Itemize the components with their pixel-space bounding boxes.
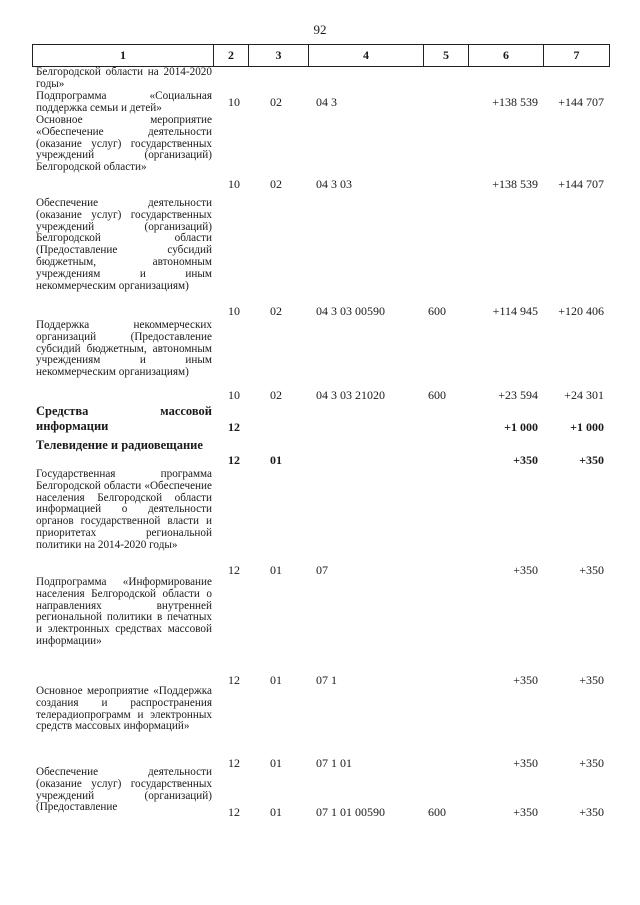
row-subsection: 02 xyxy=(270,388,282,402)
header-col-1: 1 xyxy=(120,48,126,62)
header-col-6: 6 xyxy=(468,45,543,66)
row-amount-2: +350 xyxy=(579,563,604,577)
row-name: Телевидение и радиовещание xyxy=(36,438,203,452)
header-col-4: 4 xyxy=(308,45,423,66)
table-row xyxy=(32,198,610,320)
row-amount-2: +120 406 xyxy=(558,304,604,318)
row-amount-1: +350 xyxy=(513,453,538,467)
row-name: Обеспечение деятельности (оказание услуг) государственных учреждений (организаций) (Предоставление xyxy=(36,766,212,814)
table-row xyxy=(32,67,610,91)
row-name: Основное мероприятие «Обеспечение деятельности (оказание услуг) государственных учреждений (организаций) Белгородской области» xyxy=(36,114,212,174)
row-name: Белгородской области на 2014-2020 годы» xyxy=(36,66,212,90)
row-name: Средства массовой информации xyxy=(36,404,212,433)
table-header xyxy=(32,44,610,67)
row-amount-2: +144 707 xyxy=(558,177,604,191)
header-col-7: 7 xyxy=(543,45,609,66)
row-target-code: 04 3 03 21020 xyxy=(316,388,385,402)
table-row xyxy=(32,469,610,577)
row-subsection: 01 xyxy=(270,673,282,687)
row-name: Подпрограмма «Информирование населения Белгородской области о направлениях внутренней региональной политики в печатных и электронных средствах массовой информации» xyxy=(36,576,212,647)
table-row xyxy=(32,91,610,115)
row-amount-2: +350 xyxy=(579,673,604,687)
row-subsection: 01 xyxy=(270,756,282,770)
row-name: Подпрограмма «Социальная поддержка семьи и детей» xyxy=(36,90,212,114)
row-expense-type: 600 xyxy=(428,805,446,819)
row-target-code: 07 1 01 00590 xyxy=(316,805,385,819)
header-col-5: 5 xyxy=(423,45,468,66)
row-target-code: 04 3 03 xyxy=(316,177,352,191)
row-name: Основное мероприятие «Поддержка создания и распространения телерадиопрограмм и электронных средств массовых информаций» xyxy=(36,685,212,733)
row-section: 10 xyxy=(228,388,240,402)
row-subsection: 01 xyxy=(270,805,282,819)
table-row xyxy=(32,115,610,198)
row-section: 12 xyxy=(228,805,240,819)
row-subsection: 02 xyxy=(270,95,282,109)
row-target-code: 04 3 xyxy=(316,95,337,109)
header-col-3: 3 xyxy=(248,45,308,66)
row-amount-1: +138 539 xyxy=(492,95,538,109)
table-row xyxy=(32,767,610,827)
row-amount-2: +1 000 xyxy=(570,420,604,434)
row-section: 10 xyxy=(228,95,240,109)
row-section: 12 xyxy=(228,673,240,687)
row-amount-1: +1 000 xyxy=(504,420,538,434)
row-section: 12 xyxy=(228,563,240,577)
table-row xyxy=(32,404,610,438)
row-name: Государственная программа Белгородской области «Обеспечение населения Белгородской области информацией о деятельности органов государственной власти и приоритетах региональной политики на 2014-2020 годы» xyxy=(36,468,212,551)
row-subsection: 02 xyxy=(270,177,282,191)
row-amount-2: +350 xyxy=(579,805,604,819)
row-expense-type: 600 xyxy=(428,388,446,402)
row-amount-1: +138 539 xyxy=(492,177,538,191)
row-name: Поддержка некоммерческих организаций (Предоставление субсидий бюджетным, автономным учреждениям и иным некоммерческим организациям) xyxy=(36,319,212,379)
row-amount-2: +24 301 xyxy=(564,388,604,402)
row-amount-1: +114 945 xyxy=(492,304,538,318)
row-subsection: 01 xyxy=(270,453,282,467)
table-row xyxy=(32,577,610,686)
row-target-code: 07 xyxy=(316,563,328,577)
row-amount-1: +350 xyxy=(513,805,538,819)
row-subsection: 01 xyxy=(270,563,282,577)
table-row xyxy=(32,438,610,469)
table-row xyxy=(32,320,610,404)
row-amount-1: +350 xyxy=(513,756,538,770)
row-name: Обеспечение деятельности (оказание услуг) государственных учреждений (организаций) Белгородской области (Предоставление субсидий бюджетным, автономным учреждениям и иным некоммерческим организациям) xyxy=(36,197,212,292)
row-amount-2: +350 xyxy=(579,453,604,467)
row-section: 12 xyxy=(228,453,240,467)
row-section: 12 xyxy=(228,756,240,770)
row-target-code: 04 3 03 00590 xyxy=(316,304,385,318)
row-expense-type: 600 xyxy=(428,304,446,318)
row-amount-1: +350 xyxy=(513,673,538,687)
header-col-2: 2 xyxy=(213,45,248,66)
row-target-code: 07 1 xyxy=(316,673,337,687)
row-amount-1: +23 594 xyxy=(498,388,538,402)
row-amount-2: +144 707 xyxy=(558,95,604,109)
row-target-code: 07 1 01 xyxy=(316,756,352,770)
row-amount-2: +350 xyxy=(579,756,604,770)
row-subsection: 02 xyxy=(270,304,282,318)
page-number: 92 xyxy=(313,22,327,37)
row-amount-1: +350 xyxy=(513,563,538,577)
budget-table xyxy=(32,44,610,827)
table-row xyxy=(32,685,610,770)
row-section: 12 xyxy=(228,420,240,434)
row-section: 10 xyxy=(228,304,240,318)
row-section: 10 xyxy=(228,177,240,191)
